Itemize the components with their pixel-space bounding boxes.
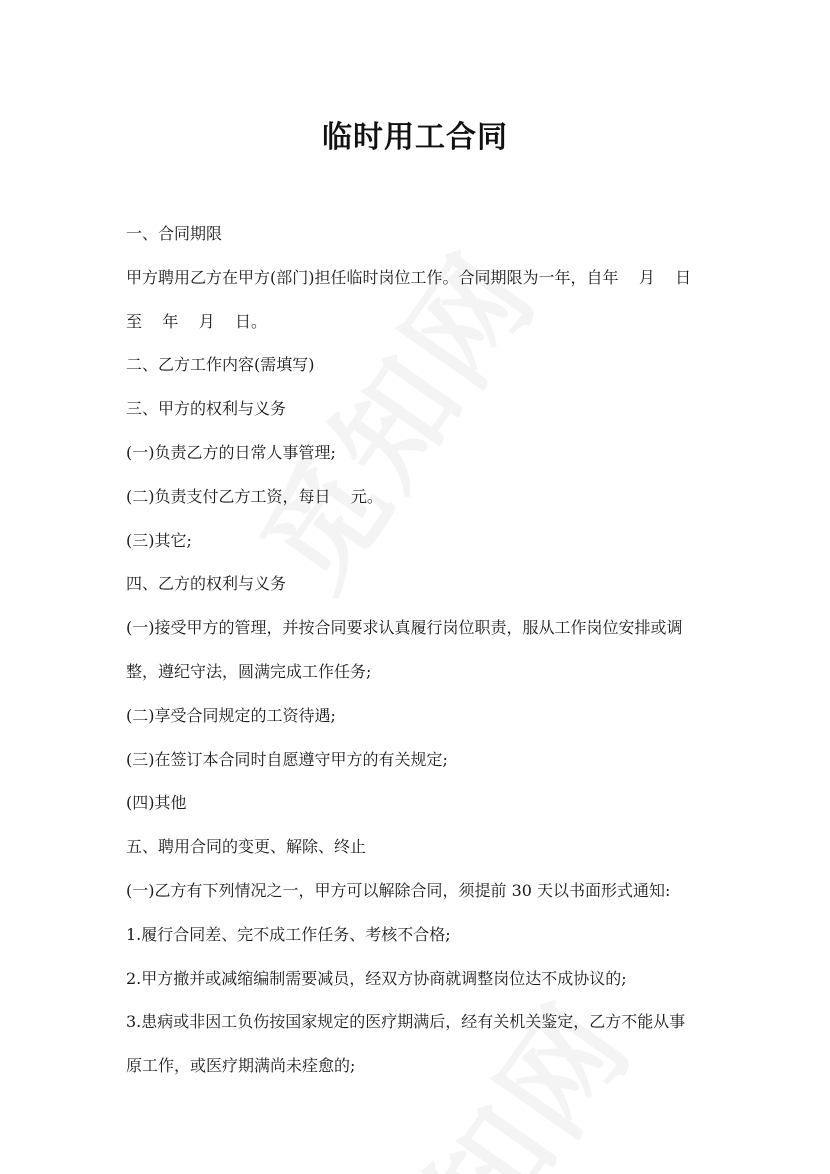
paragraph-line: (四)其他 xyxy=(126,793,187,813)
document-title: 临时用工合同 xyxy=(322,120,508,155)
paragraph-line: 1.履行合同差、完不成工作任务、考核不合格; xyxy=(126,924,451,944)
section-heading: 一、合同期限 xyxy=(126,224,223,243)
section-heading: 五、聘用合同的变更、解除、终止 xyxy=(126,837,367,857)
paragraph-line: 甲方聘用乙方在甲方(部门)担任临时岗位工作。合同期限为一年，自年 月 日 xyxy=(126,267,692,287)
paragraph-line: 至 年 月 日。 xyxy=(126,311,268,331)
section-heading: 三、甲方的权利与义务 xyxy=(126,399,287,419)
paragraph-line: 整，遵纪守法，圆满完成工作任务; xyxy=(126,661,372,681)
paragraph-line: (三)其它; xyxy=(126,530,192,550)
paragraph-line: 2.甲方撤并或减缩编制需要减员，经双方协商就调整岗位达不成协议的; xyxy=(126,968,627,988)
paragraph-line: 原工作，或医疗期满尚未痊愈的; xyxy=(126,1056,356,1076)
paragraph-line: (三)在签订本合同时自愿遵守甲方的有关规定; xyxy=(126,749,448,769)
contract-body xyxy=(126,212,726,1088)
section-heading: 四、乙方的权利与义务 xyxy=(126,574,287,594)
paragraph-line: (二)负责支付乙方工资，每日 元。 xyxy=(126,486,383,506)
section-heading: 二、乙方工作内容(需填写) xyxy=(126,355,315,375)
paragraph-line: (一)接受甲方的管理，并按合同要求认真履行岗位职责，服从工作岗位安排或调 xyxy=(126,618,683,638)
paragraph-line: (二)享受合同规定的工资待遇; xyxy=(126,705,336,725)
paragraph-line: 3.患病或非因工负伤按国家规定的医疗期满后，经有关机关鉴定，乙方不能从事 xyxy=(126,1012,686,1032)
paragraph-line: (一)乙方有下列情况之一，甲方可以解除合同，须提前 30 天以书面形式通知: xyxy=(126,880,671,900)
paragraph-line: (一)负责乙方的日常人事管理; xyxy=(126,442,336,462)
